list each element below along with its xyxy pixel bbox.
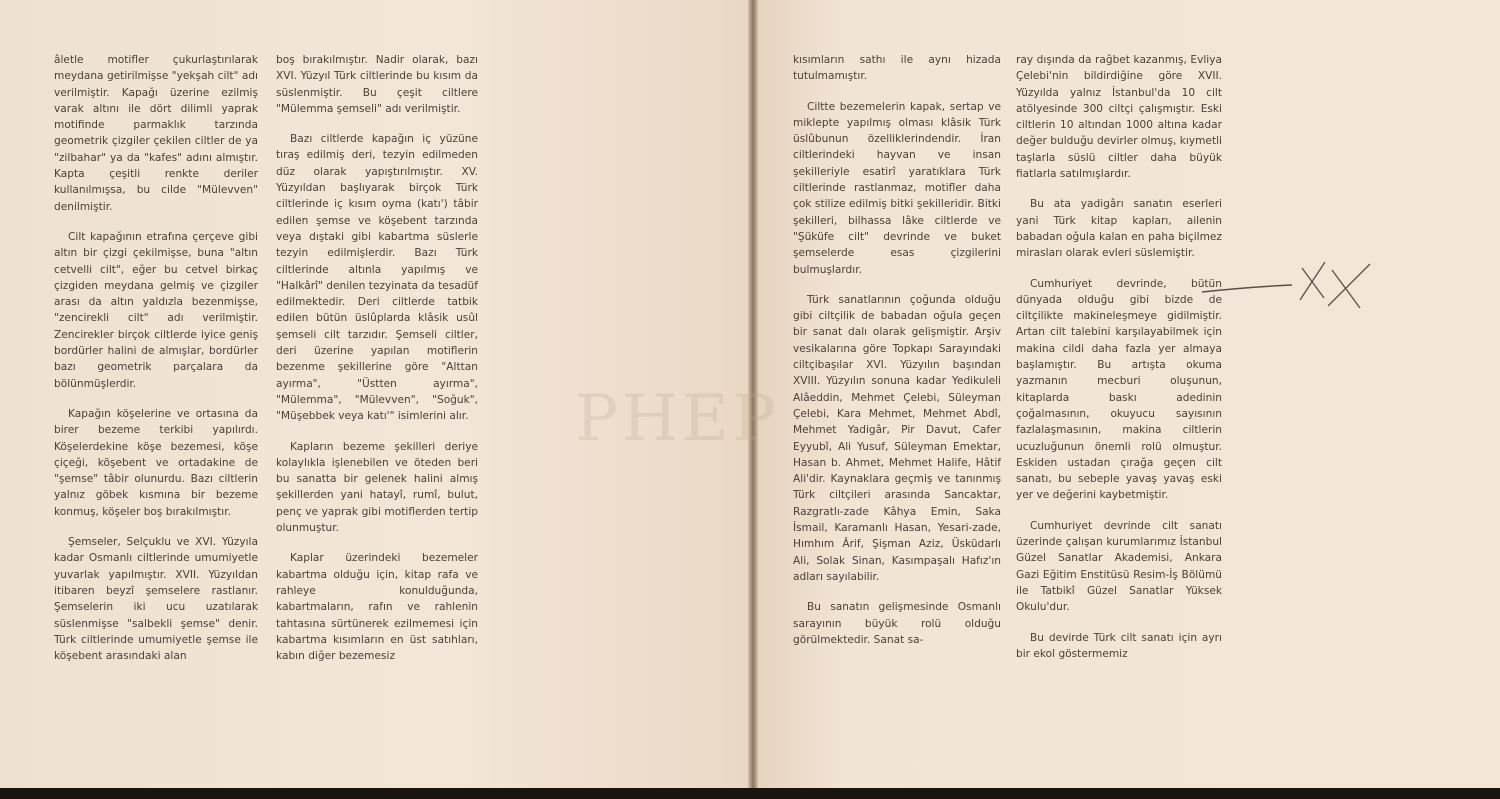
paragraph: Cumhuriyet devrinde, bütün dünyada olduğu gibi bizde de ciltçilikte makineleşmeye gidilmiştir. Artan cilt talebini karşılayabilmek için makina cildi daha fazla yer almaya başlamıştır. Bu artışta okuma yazmanın mecburi oluşunun, kitaplarda baskı adedinin çoğalmasının, okuyucu sayısının fazlalaşmasının, makina ciltlerin ucuzluğunun önemli rolü olmuştur. Eskiden ustadan çırağa geçen cilt sanatı, bu sebeple yavaş yavaş eski yer ve değerini kaybetmiştir.	[1016, 277, 1222, 502]
paragraph: boş bırakılmıştır. Nadir olarak, bazı XVI. Yüzyıl Türk ciltlerinde bu kısım da süslenmiştir. Bu çeşit ciltlere "Mülemma şemseli" adı verilmiştir.	[276, 54, 478, 115]
paragraph: Bazı ciltlerde kapağın iç yüzüne tıraş edilmiş deri, tezyin edilmeden düz olarak yapıştırılmıştır. XV. Yüzyıldan başlıyarak birçok Türk ciltlerinde iç kısım oyma (katı') tâbir edilen şemse ve köşebent tarzında veya dıştaki gibi kabartma süslerle tezyin edilmişlerdir. Bazı Türk ciltlerinde altınla yapılmış ve "Halkârî" denilen tezyinata da tesadüf edilmektedir. Deri ciltlerde tatbik edilen bütün üslûplarda klâsik usûl şemseli cilt tarzıdır. Şemseli ciltler, deri üzerine yapılan motiflerin bezenme şekillerine göre "Alttan ayırma", "Üstten ayırma", "Mülemma", "Mülevven", "Soğuk", "Müşebbek veya katı'" isimlerini alır.	[276, 133, 478, 423]
paragraph: Bu ata yadigârı sanatın eserleri yani Türk kitap kapları, ailenin babadan oğula kalan en paha biçilmez mirasları olarak evleri süslemiştir.	[1016, 198, 1222, 260]
paragraph: Kapağın köşelerine ve ortasına da birer bezeme terkibi yapılırdı. Köşelerdekine köşe bezemesi, köşe çiçeği, köşebent ve ortadakine de "şemse" tâbir olunurdu. Bazı ciltlerin yalnız göbek kısmına bir bezeme konmuş, köşeler boş bırakılmıştır.	[54, 407, 258, 518]
text-column-1	[54, 52, 258, 678]
paragraph: Kaplar üzerindeki bezemeler kabartma olduğu için, kitap rafa ve rahleye konulduğunda, kabartmaların, rafın ve rahlenin tahtasına sürtünerek ezilmemesi için kabartma kısımların en üst satıhları, kabın diğer bezemesiz	[276, 552, 478, 663]
paragraph: Bu devirde Türk cilt sanatı için ayrı bir ekol göstermemiz	[1016, 631, 1222, 660]
paragraph: Ciltte bezemelerin kapak, sertap ve miklepte yapılmış olması klâsik Türk üslûbunun özelliklerindendir. İran ciltlerindeki hayvan ve insan şekilleriyle esatirî yaratıklara Türk ciltlerinde rastlanmaz, motifler daha çok stilize edilmiş bitki şekilleridir. Bitki şekilleri, bilhassa lâke ciltlerde ve "Şüküfe cilt" devrinde ve buket şemselerde esas çizgilerini bulmuşlardır.	[793, 100, 1001, 276]
paragraph: Şemseler, Selçuklu ve XVI. Yüzyıla kadar Osmanlı ciltlerinde umumiyetle yuvarlak yapılmıştır. XVII. Yüzyıldan itibaren beyzî şemselere rastlanır. Şemselerin iki ucu uzatılarak süslenmişse "salbekli şemse" denir. Türk ciltlerinde umumiyetle şemse ile köşebent arasındaki alan	[54, 536, 258, 663]
text-column-3	[793, 52, 1001, 662]
paragraph: Cilt kapağının etrafına çerçeve gibi altın bir çizgi çekilmişse, buna "altın cetvelli cilt", eğer bu cetvel birkaç çizgiden meydana gelmiş ve çizgiler arası da altın yaldızla bezenmişse, "zencirekli cilt" adı verilmiştir. Zencirekler birçok ciltlerde iyice geniş bordürler halini de almışlar, bordürler bazı geometrik parçalara da bölünmüşlerdir.	[54, 230, 258, 390]
paragraph: ray dışında da rağbet kazanmış, Evliya Çelebi'nin bildirdiğine göre XVII. Yüzyılda yalnız İstanbul'da 10 cilt atölyesinde 300 ciltçi çalışmıştır. Eski ciltlerin 10 altından 1000 altına kadar değer bulduğu devirler olmuş, kıymetli taşlarla süslü ciltler daha büyük fiatlarla satılmışlardır.	[1016, 54, 1222, 181]
paragraph: Kapların bezeme şekilleri deriye kolaylıkla işlenebilen ve öteden beri bu sanatta bir gelenek halini almış şekillerden yani hatayî, rumî, bulut, penç ve yaprak gibi motiflerden tertip olunmuştur.	[276, 440, 478, 535]
watermark-text: PHEP	[575, 382, 780, 456]
text-column-4	[1016, 52, 1222, 676]
paragraph: kısımların sathı ile aynı hizada tutulmamıştır.	[793, 54, 1001, 83]
paragraph: âletle motifler çukurlaştırılarak meydana getirilmişse "yekşah cilt" adı verilmiştir. Kapağı üzerine ezilmiş varak altını ile dört dilimli yaprak motifinde parmaklık tarzında geometrik çizgiler çekilen ciltler de ya "zilbahar" ya da "kafes" adını almıştır. Kapta çeşitli renkte deriler kullanılmışsa, bu cilde "Mülevven" denilmiştir.	[54, 54, 258, 213]
text-column-2	[276, 52, 478, 678]
paragraph: Cumhuriyet devrinde cilt sanatı üzerinde çalışan kurumlarımız İstanbul Güzel Sanatlar Akademisi, Ankara Gazi Eğitim Enstitüsü Resim-İş Bölümü ile Tatbikî Güzel Sanatlar Yüksek Okulu'dur.	[1016, 519, 1222, 614]
handwritten-mark	[1200, 250, 1380, 320]
paragraph: Bu sanatın gelişmesinde Osmanlı sarayının büyük rolü olduğu görülmektedir. Sanat sa-	[793, 601, 1001, 646]
paragraph: Türk sanatlarının çoğunda olduğu gibi ciltçilik de babadan oğula geçen bir sanat dalı olarak gelişmiştir. Arşiv vesikalarına göre Topkapı Sarayındaki ciltçibaşılar XVI. Yüzyılın başından XVIII. Yüzyılın sonuna kadar Yedikuleli Alâeddin, Mehmet Çelebi, Süleyman Çelebi, Kara Mehmet, Mehmet Abdî, Mehmet Yadigâr, Pir Davut, Cafer Eyyubî, Ali Yusuf, Süleyman Emektar, Hasan b. Ahmet, Mehmet Halife, Hâtif Ali'dir. Kaynaklara geçmiş ve tanınmış Türk ciltçileri arasında Sancaktar, Razgratlı-zade Kâhya Emin, Saka İsmail, Karamanlı Hasan, Yesari-zade, Hımhım Ârif, Şişman Aziz, Üsküdarlı Ali, Solak Sinan, Kasımpaşalı Hafız'ın adları sayılabilir.	[793, 293, 1001, 583]
